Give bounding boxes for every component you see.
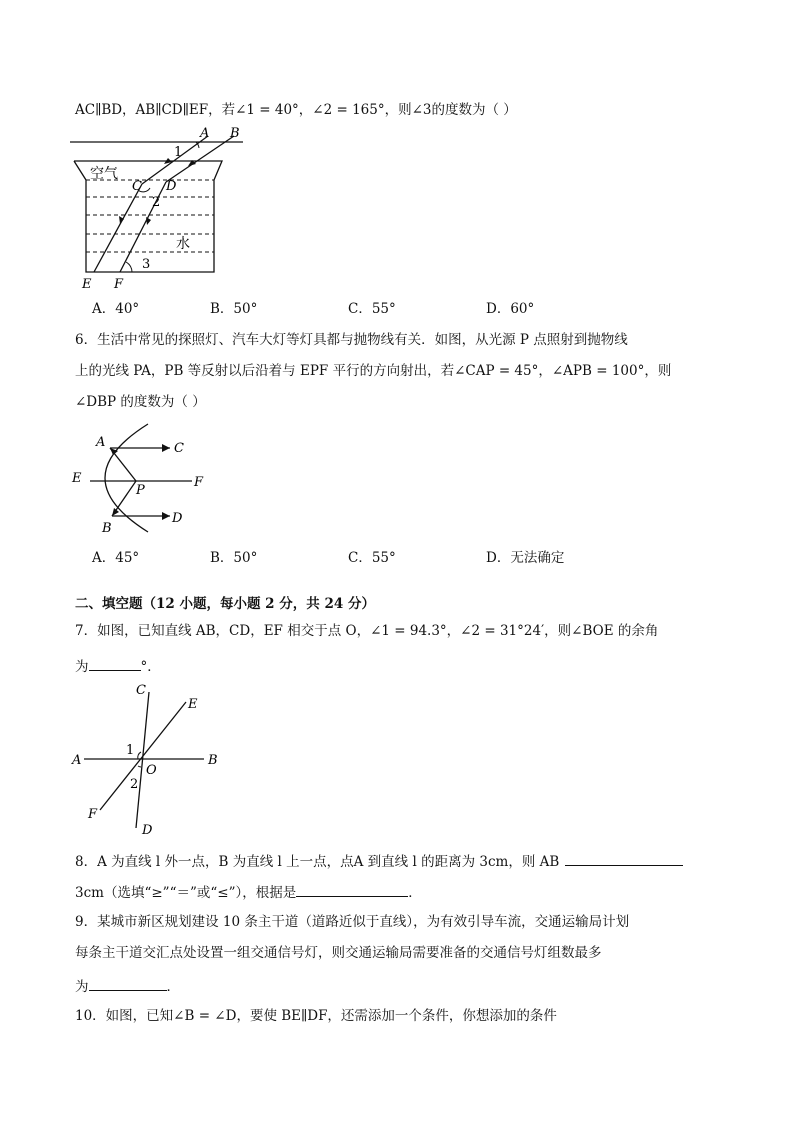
q5-figure: [68, 124, 248, 292]
q7-label-D: D: [142, 823, 153, 838]
q6-option-a[interactable]: A．45°: [92, 550, 140, 566]
q7-label-2: 2: [130, 777, 139, 792]
q7-answer-blank[interactable]: [89, 656, 141, 671]
q6-figure: [70, 420, 210, 535]
q7-line2: [75, 656, 161, 676]
section-2-title: 二、填空题（12 小题，每小题 2 分，共 24 分）: [75, 596, 375, 612]
q7-line2-prefix: 为: [75, 659, 89, 675]
q6-option-c[interactable]: C．55°: [348, 550, 396, 566]
q5-label-1: 1: [174, 145, 183, 160]
q7-line2-suffix: °．: [140, 659, 161, 675]
q6-label-P: P: [136, 483, 145, 498]
q7-label-F: F: [88, 807, 98, 822]
q6-label-E: E: [72, 471, 82, 486]
q8-line1: [75, 851, 683, 871]
q5-label-D: D: [166, 179, 177, 194]
q6-label-C: C: [174, 441, 184, 456]
q8-answer-blank-2[interactable]: [296, 882, 408, 897]
q5-option-b[interactable]: B．50°: [210, 301, 258, 317]
q9-line2: 每条主干道交汇点处设置一组交通信号灯，则交通运输局需要准备的交通信号灯组数最多: [75, 945, 602, 961]
q6-line3: ∠DBP 的度数为（ ）: [75, 394, 206, 410]
q8-answer-blank-1[interactable]: [565, 851, 683, 866]
q7-label-E: E: [188, 697, 198, 712]
q5-option-c[interactable]: C．55°: [348, 301, 396, 317]
q5-option-d[interactable]: D．60°: [486, 301, 535, 317]
q5-label-3: 3: [142, 257, 151, 272]
q5-label-E: E: [82, 277, 92, 292]
q7-label-A: A: [72, 753, 82, 768]
q8-line2-suffix: ．: [408, 885, 422, 901]
q9-line3-suffix: ．: [166, 979, 180, 995]
q7-figure: [70, 680, 230, 840]
q9-line3: [75, 976, 180, 996]
q6-label-B: B: [102, 521, 112, 536]
q7-line1: 7．如图，已知直线 AB，CD，EF 相交于点 O，∠1 = 94.3°，∠2 = 31°24′，则∠BOE 的余角: [75, 623, 659, 639]
q7-label-O: O: [146, 763, 157, 778]
q6-line2: 上的光线 PA，PB 等反射以后沿着与 EPF 平行的方向射出，若∠CAP = 45°，∠APB = 100°，则: [75, 363, 672, 379]
q5-stem: AC∥BD，AB∥CD∥EF，若∠1 = 40°，∠2 = 165°，则∠3的度数为（ ）: [75, 102, 517, 118]
q6-label-A: A: [96, 435, 106, 450]
q7-label-C: C: [136, 683, 146, 698]
q10-line1: 10．如图，已知∠B = ∠D，要使 BE∥DF，还需添加一个条件，你想添加的条件: [75, 1008, 557, 1024]
q5-label-C: C: [132, 179, 142, 194]
q8-line1-prefix: 8．A 为直线 l 外一点，B 为直线 l 上一点，点A 到直线 l 的距离为 3cm，则 AB: [75, 854, 560, 870]
q6-label-D: D: [172, 511, 183, 526]
q8-line2: [75, 882, 422, 902]
q9-line3-prefix: 为: [75, 979, 89, 995]
q5-label-water: 水: [176, 236, 190, 252]
q5-label-air: 空气: [90, 166, 118, 182]
q6-line1: 6．生活中常见的探照灯、汽车大灯等灯具都与抛物线有关．如图，从光源 P 点照射到抛物线: [75, 332, 628, 348]
q9-answer-blank[interactable]: [89, 976, 167, 991]
q6-option-b[interactable]: B．50°: [210, 550, 258, 566]
q7-label-1: 1: [126, 743, 135, 758]
q8-line2-prefix: 3cm（选填“≥”“＝”或“≤”），根据是: [75, 885, 297, 901]
q9-line1: 9．某城市新区规划建设 10 条主干道（道路近似于直线），为有效引导车流，交通运输局计划: [75, 914, 630, 930]
q5-label-A: A: [200, 126, 210, 141]
q5-label-B: B: [230, 126, 240, 141]
q6-label-F: F: [194, 475, 204, 490]
q7-label-B: B: [208, 753, 218, 768]
q5-option-a[interactable]: A．40°: [92, 301, 140, 317]
q5-label-2: 2: [152, 195, 161, 210]
q5-label-F: F: [114, 277, 124, 292]
q6-option-d[interactable]: D．无法确定: [486, 550, 565, 566]
